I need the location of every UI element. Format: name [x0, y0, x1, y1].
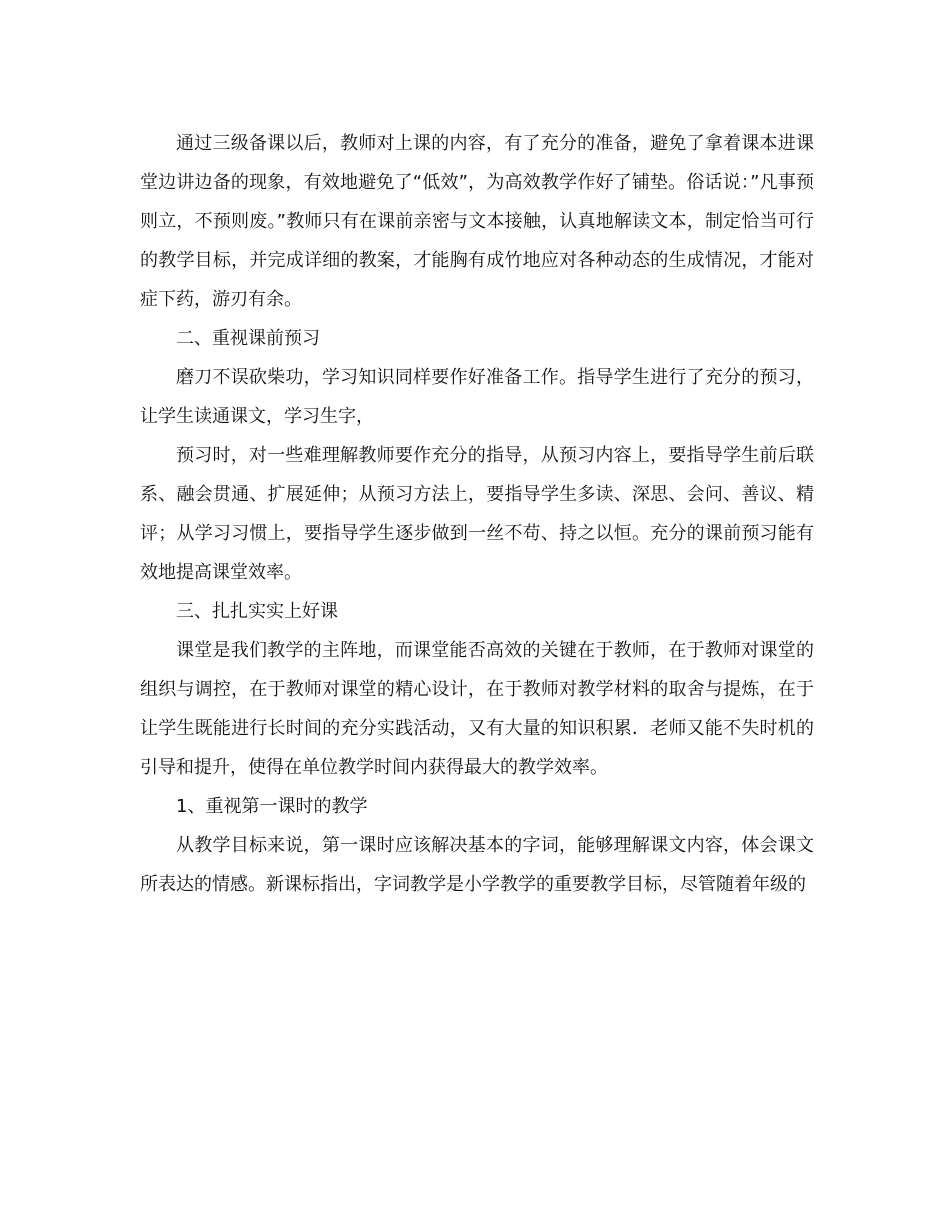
subsection-heading-first-lesson: 1、重视第一课时的教学 [176, 796, 368, 817]
section-heading-preview: 二、重视课前预习 [176, 328, 320, 349]
document-body [140, 124, 814, 904]
paragraph-first-lesson: 从教学目标来说，第一课时应该解决基本的字词，能够理解课文内容，体会课文所表达的情感。新课标指出，字词教学是小学教学的重要教学目标，尽管随着年级的 [140, 835, 814, 895]
paragraph-preview-guidance: 预习时，对一些难理解教师要作充分的指导，从预习内容上，要指导学生前后联系、融会贯通、扩展延伸；从预习方法上，要指导学生多读、深思、会问、善议、精评；从学习习惯上，要指导学生逐步做到一丝不苟、持之以恒。充分的课前预习能有效地提高课堂效率。 [140, 445, 814, 583]
paragraph-preview-intro: 磨刀不误砍柴功，学习知识同样要作好准备工作。指导学生进行了充分的预习，让学生读通课文，学习生字， [140, 367, 814, 427]
paragraph-preparation-summary: 通过三级备课以后，教师对上课的内容，有了充分的准备，避免了拿着课本进课堂边讲边备的现象，有效地避免了“低效”，为高效教学作好了铺垫。俗话说：”凡事预则立，不预则废。”教师只有在课前亲密与文本接触，认真地解读文本，制定恰当可行的教学目标，并完成详细的教案，才能胸有成竹地应对各种动态的生成情况，才能对症下药，游刃有余。 [140, 133, 814, 310]
paragraph-classroom: 课堂是我们教学的主阵地，而课堂能否高效的关键在于教师，在于教师对课堂的组织与调控，在于教师对课堂的精心设计，在于教师对教学材料的取舍与提炼，在于让学生既能进行长时间的充分实践活动，又有大量的知识积累．老师又能不失时机的引导和提升，使得在单位教学时间内获得最大的教学效率。 [140, 640, 814, 778]
section-heading-lessons: 三、扎扎实实上好课 [176, 601, 338, 622]
